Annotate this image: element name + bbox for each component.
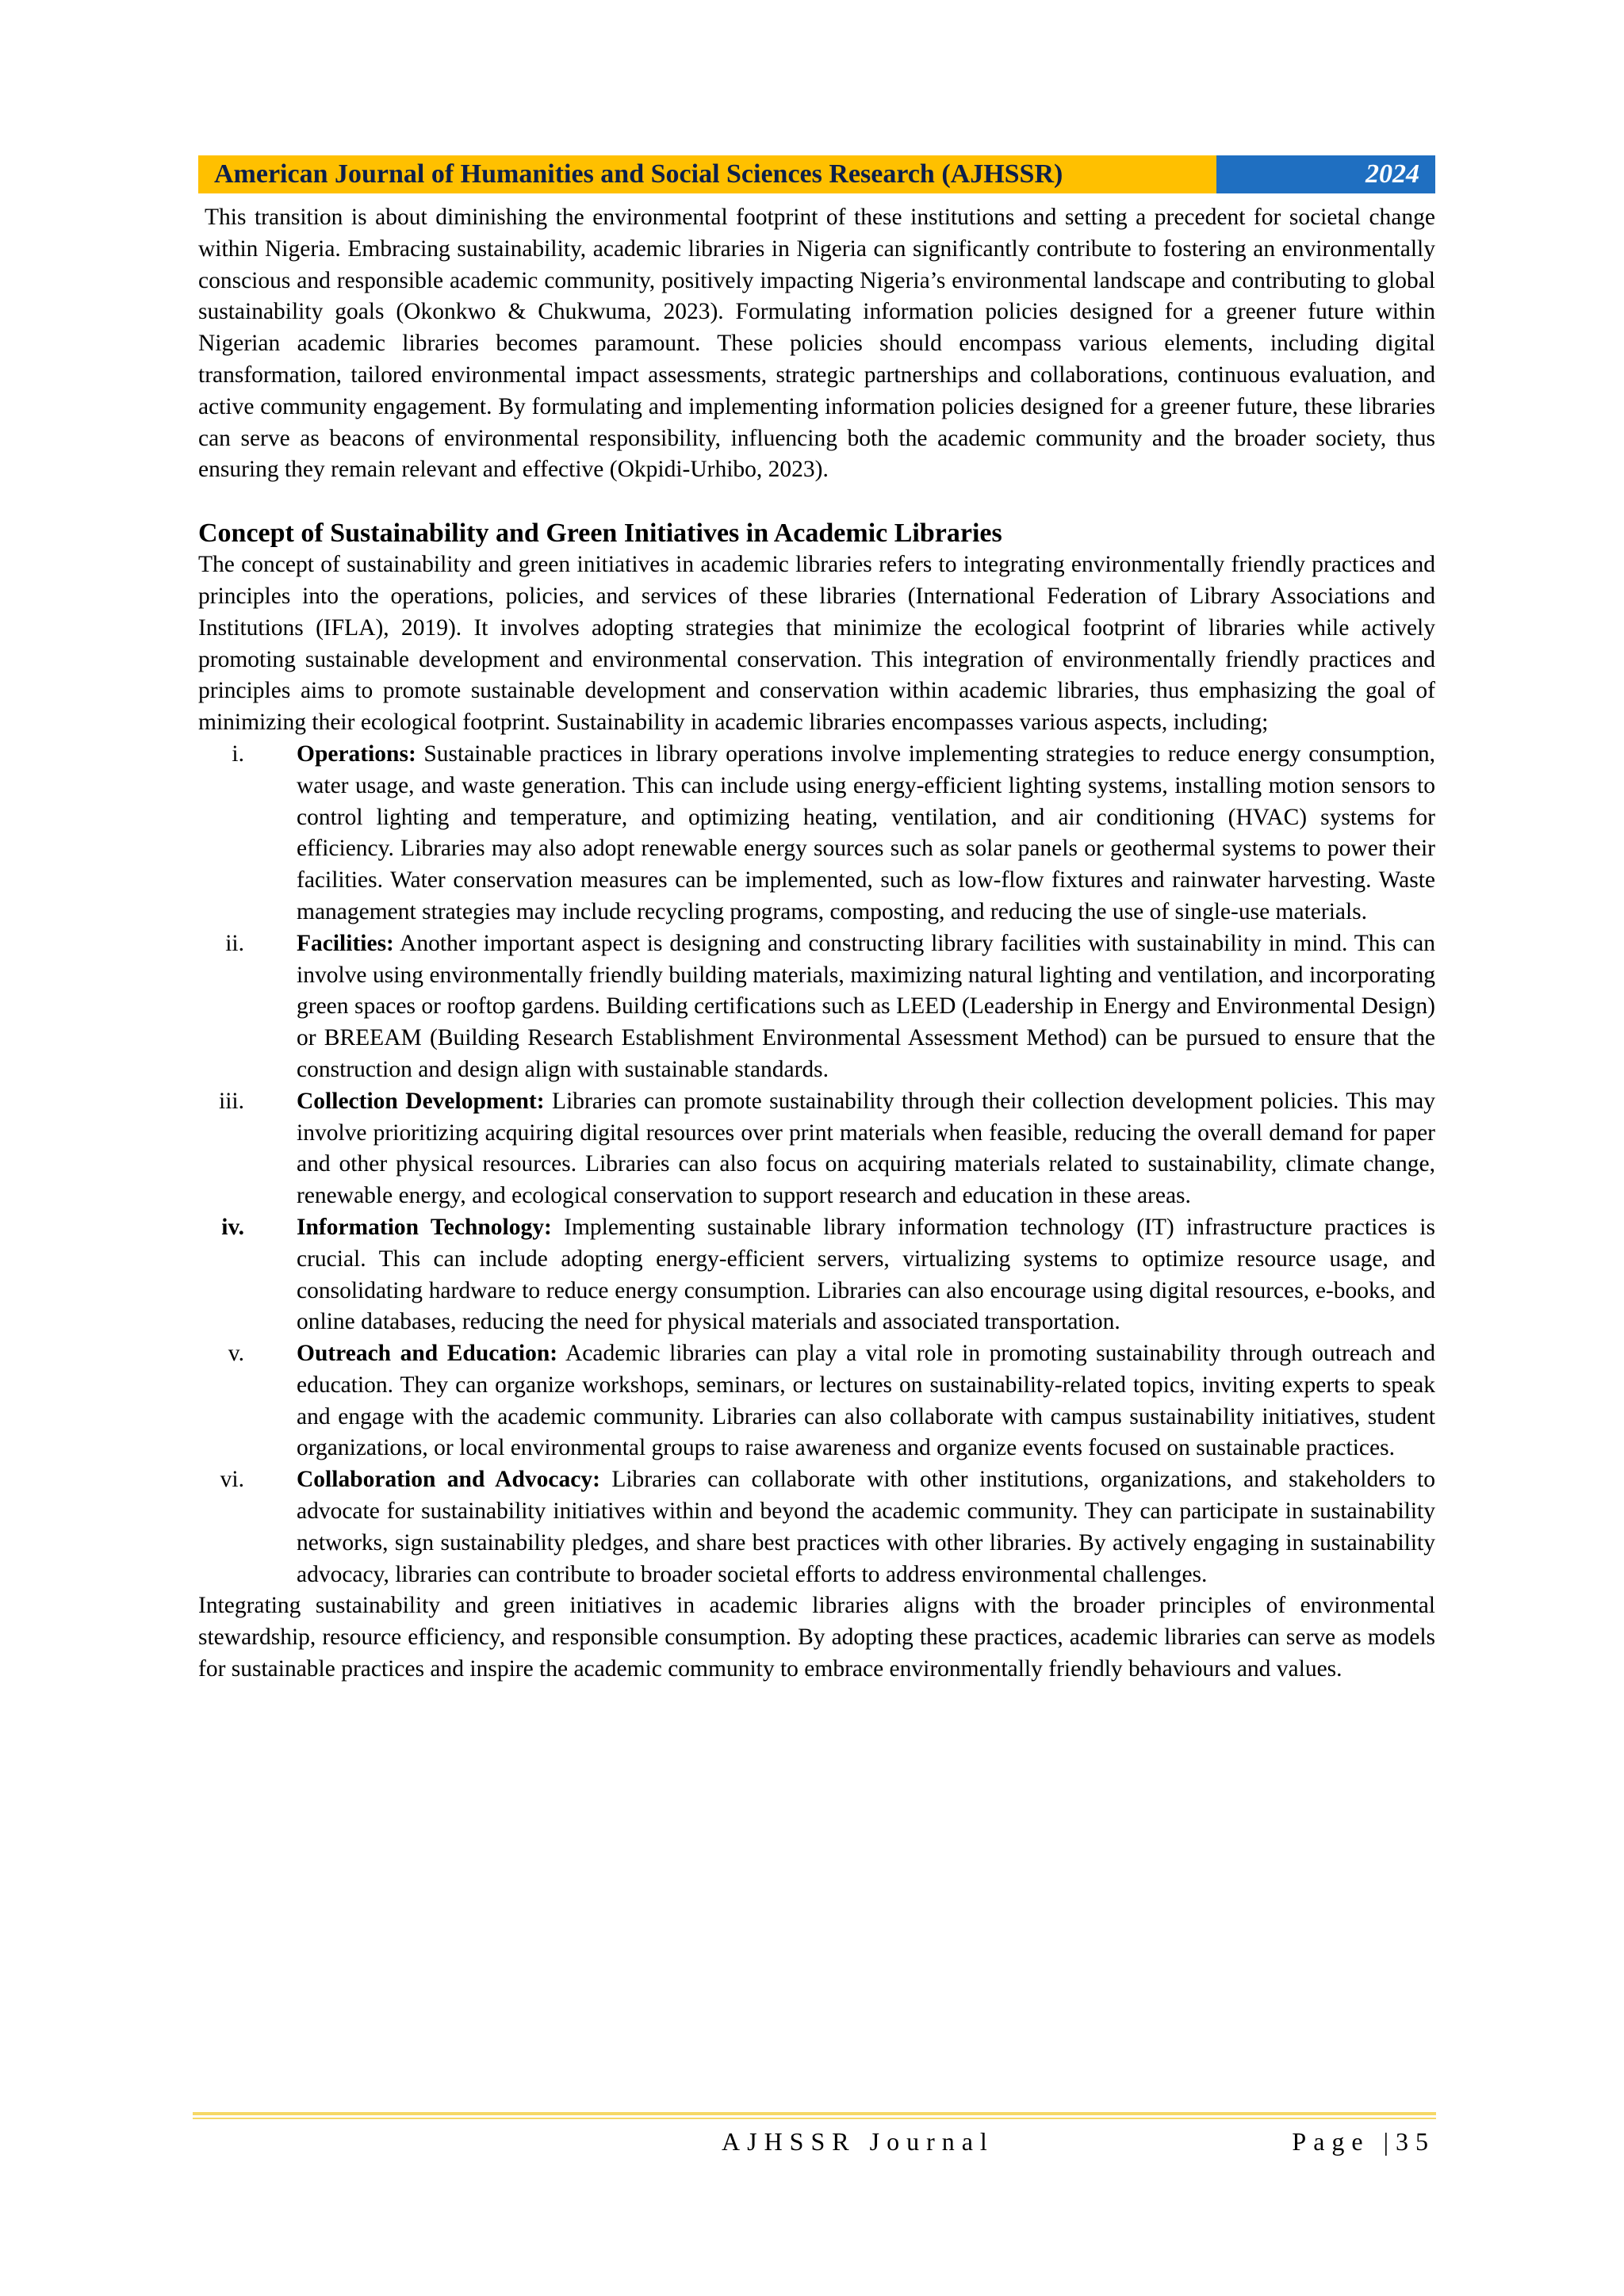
- list-item-number: i.: [232, 740, 244, 767]
- intro-paragraph: This transition is about diminishing the environmental footprint of these institutions and setting a precedent for societal change within Nigeria. Embracing sustainability, academic libraries in Nigeria can significantly contribute to fostering an environmentally conscious and responsible academic community, positively impacting Nigeria’s environmental landscape and contributing to global sustainability goals (Okonkwo & Chukwuma, 2023). Formulating information policies designed for a greener future within Nigerian academic libraries becomes paramount. These policies should encompass various elements, including digital transformation, tailored environmental impact assessments, strategic partnerships and collaborations, continuous evaluation, and active community engagement. By formulating and implementing information policies designed for a greener future, these libraries can serve as beacons of environmental responsibility, influencing both the academic community and the broader society, thus ensuring they remain relevant and effective (Okpidi-Urhibo, 2023).: [198, 205, 1435, 483]
- list-item: [198, 739, 1435, 928]
- footer-page-number: Page |35: [1292, 2127, 1435, 2156]
- footer-journal-label: AJHSSR Journal: [722, 2127, 994, 2156]
- journal-header: [198, 155, 1435, 193]
- footer-rule: [193, 2112, 1436, 2115]
- list-item: [198, 1212, 1435, 1338]
- list-item-body: [297, 1464, 1435, 1590]
- list-item-text: Academic libraries can play a vital role in promoting sustainability through outreach and education. They can organize workshops, seminars, or lectures on sustainability-related topics, inviting experts to speak and engage with the academic community. Libraries can also collaborate with campus sustainability initiatives, student organizations, or local environmental groups to raise awareness and organize events focused on sustainable practices.: [297, 1341, 1435, 1461]
- list-item-text: Libraries can collaborate with other institutions, organizations, and stakeholders to advocate for sustainability initiatives within and beyond the academic community. They can participate in sustainability networks, sign sustainability pledges, and share best practices with other libraries. By actively engaging in sustainability advocacy, libraries can contribute to broader societal efforts to address environmental challenges.: [297, 1467, 1435, 1587]
- list-item: [198, 1338, 1435, 1464]
- list-item-text: Sustainable practices in library operations involve implementing strategies to reduce energy consumption, water usage, and waste generation. This can include using energy-efficient lighting systems, installing motion sensors to control lighting and temperature, and optimizing heating, ventilation, and air conditioning (HVAC) systems for efficiency. Libraries may also adopt renewable energy sources such as solar panels or geothermal systems to power their facilities. Water conservation measures can be implemented, such as low-flow fixtures and rainwater harvesting. Waste management strategies may include recycling programs, composting, and reducing the use of single-use materials.: [297, 740, 1435, 924]
- list-item-body: [297, 739, 1435, 928]
- list-item-text: Another important aspect is designing and constructing library facilities with sustainability in mind. This can involve using environmentally friendly building materials, maximizing natural lighting and ventilation, and incorporating green spaces or rooftop gardens. Building certifications such as LEED (Leadership in Energy and Environmental Design) or BREEAM (Building Research Establishment Environmental Assessment Method) can be pursued to ensure that the construction and design align with sustainable standards.: [297, 930, 1435, 1082]
- aspects-list: [198, 739, 1435, 1591]
- list-item-body: [297, 1212, 1435, 1338]
- list-item: [198, 1464, 1435, 1590]
- list-item-term: Collection Development:: [297, 1088, 545, 1114]
- list-item-number: ii.: [225, 930, 244, 956]
- list-item-number: iii.: [219, 1088, 244, 1114]
- section-heading: Concept of Sustainability and Green Initiatives in Academic Libraries: [198, 519, 1002, 549]
- list-item-text: Implementing sustainable library information technology (IT) infrastructure practices is crucial. This can include adopting energy-efficient servers, virtualizing systems to optimize resource usage, and consolidating hardware to reduce energy consumption. Libraries can also encourage using digital resources, e-books, and online databases, reducing the need for physical materials and associated transportation.: [297, 1214, 1435, 1335]
- list-item-number: v.: [228, 1341, 244, 1367]
- list-item-body: [297, 928, 1435, 1086]
- list-item-term: Information Technology:: [297, 1214, 552, 1240]
- list-item: [198, 1086, 1435, 1212]
- list-item-number: iv.: [221, 1214, 244, 1240]
- list-item-term: Facilities:: [297, 930, 394, 956]
- list-item-term: Collaboration and Advocacy:: [297, 1467, 600, 1493]
- list-item-body: [297, 1338, 1435, 1464]
- closing-paragraph: Integrating sustainability and green initiatives in academic libraries aligns with the broader principles of environmental stewardship, resource efficiency, and responsible consumption. By adopting these practices, academic libraries can serve as models for sustainable practices and inspire the academic community to embrace environmentally friendly behaviours and values.: [198, 1593, 1435, 1682]
- list-item-term: Operations:: [297, 740, 416, 767]
- journal-year: 2024: [1216, 155, 1435, 193]
- footer-rule: [193, 2118, 1436, 2119]
- article-body: [198, 202, 1435, 1686]
- list-item-text: Libraries can promote sustainability through their collection development policies. This may involve prioritizing acquiring digital resources over print materials when feasible, reducing the overall demand for paper and other physical resources. Libraries can also focus on acquiring materials related to sustainability, climate change, renewable energy, and ecological conservation to support research and education in these areas.: [297, 1088, 1435, 1209]
- list-item-body: [297, 1086, 1435, 1212]
- journal-title: American Journal of Humanities and Social Sciences Research (AJHSSR): [198, 155, 1216, 193]
- list-item: [198, 928, 1435, 1086]
- section-paragraph: The concept of sustainability and green initiatives in academic libraries refers to integrating environmentally friendly practices and principles into the operations, policies, and services of these libraries (International Federation of Library Associations and Institutions (IFLA), 2019). It involves adopting strategies that minimize the ecological footprint of libraries while actively promoting sustainable development and environmental conservation. This integration of environmentally friendly practices and principles aims to promote sustainable development and conservation within academic libraries, thus emphasizing the goal of minimizing their ecological footprint. Sustainability in academic libraries encompasses various aspects, including;: [198, 552, 1435, 736]
- list-item-term: Outreach and Education:: [297, 1341, 558, 1367]
- list-item-number: vi.: [220, 1467, 244, 1493]
